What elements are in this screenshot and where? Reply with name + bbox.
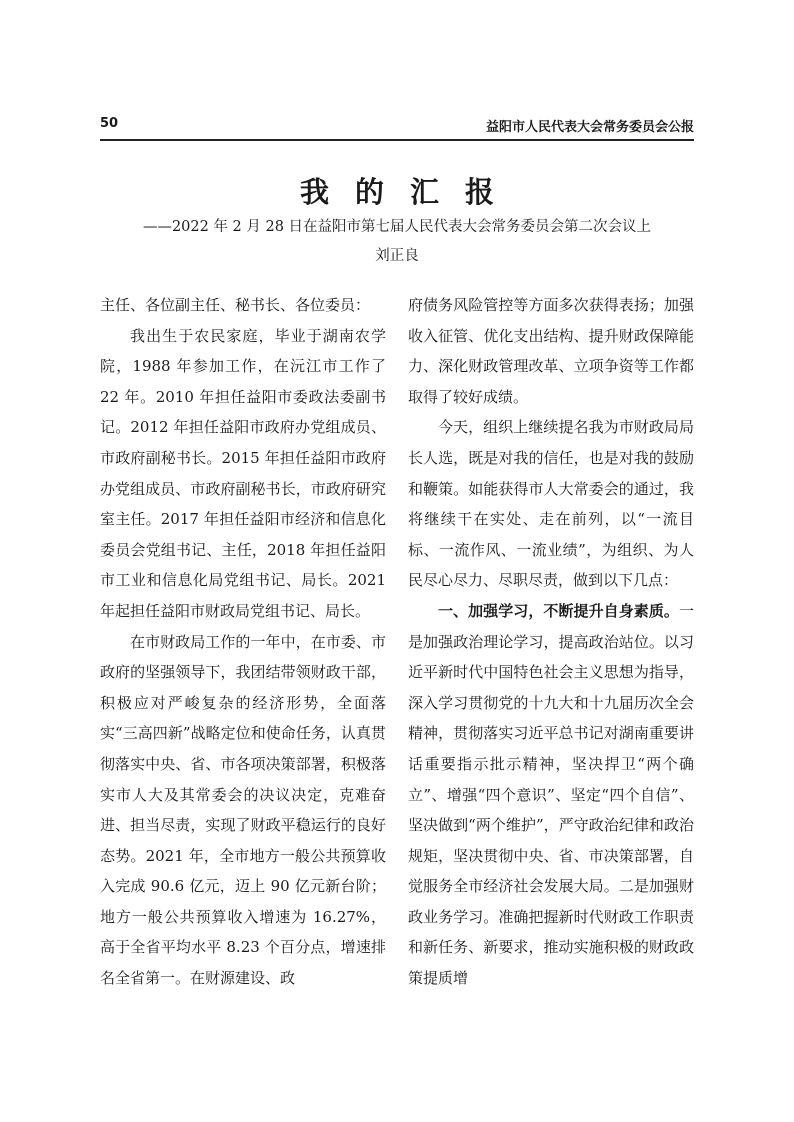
header-rule bbox=[100, 139, 694, 141]
body-paragraph: 府债务风险管控等方面多次获得表扬；加强收入征管、优化支出结构、提升财政保障能力、深化财政管理改革、立项争资等工作都取得了较好成绩。 bbox=[408, 296, 694, 406]
salutation: 主任、各位副主任、秘书长、各位委员： bbox=[100, 296, 371, 314]
body-paragraph: 在市财政局工作的一年中，在市委、市政府的坚强领导下，我团结带领财政干部，积极应对严峻复杂的经济形势，全面落实“三高四新”战略定位和使命任务，认真贯彻落实中央、省、市各项决策部署，积极落实市人大及其常委会的决议决定，克难奋进、担当尽责，实现了财政平稳运行的良好态势。2021 年，全市地方一般公共预算收入完成 90.6 亿元，迈上 90 亿元新台阶；地方一般公共预算收入增速为 16.27%，高于全省平均水平 8.23 个百分点，增速排名全省第一。在财源建设、政 bbox=[100, 632, 386, 988]
left-column bbox=[100, 290, 386, 994]
page-number: 50 bbox=[100, 116, 119, 131]
body-text: 一是加强政治理论学习，提高政治站位。以习近平新时代中国特色社会主义思想为指导，深入学习贯彻党的十九大和十九届历次全会精神，贯彻落实习近平总书记对湖南重要讲话重要指示批示精神，坚决捍卫“两个确立”、增强“四个意识”、坚定“四个自信”、坚决做到“两个维护”，严守政治纪律和政治规矩，坚决贯彻中央、省、市决策部署，自觉服务全市经济社会发展大局。二是加强财政业务学习。准确把握新时代财政工作职责和新任务、新要求，推动实施积极的财政政策提质增 bbox=[408, 601, 694, 988]
article-author: 刘正良 bbox=[375, 248, 419, 264]
body-paragraph: 今天，组织上继续提名我为市财政局局长人选，既是对我的信任，也是对我的鼓励和鞭策。如能获得市人大常委会的通过，我将继续干在实处、走在前列，以“一流目标、一流作风、一流业绩”，为组织、为人民尽心尽力、尽职尽责，做到以下几点： bbox=[408, 418, 694, 590]
right-column bbox=[408, 290, 694, 994]
journal-name: 益阳市人民代表大会常务委员会公报 bbox=[485, 120, 694, 135]
section-heading: 一、加强学习，不断提升自身素质。 bbox=[438, 601, 679, 620]
article-subtitle: ——2022 年 2 月 28 日在益阳市第七届人民代表大会常务委员会第二次会议上 bbox=[142, 219, 652, 235]
section-heading-paragraph bbox=[408, 596, 694, 994]
body-paragraph: 我出生于农民家庭，毕业于湖南农学院，1988 年参加工作，在沅江市工作了 22 年。2010 年担任益阳市委政法委副书记。2012 年担任益阳市政府办党组成员、市政府副秘书长。2015 年担任益阳市政府办党组成员、市政府副秘书长，市政府研究室主任。2017 年担任益阳市经济和信息化委员会党组书记、主任，2018 年担任益阳市工业和信息化局党组书记、局长。2021 年起担任益阳市财政局党组书记、局长。 bbox=[100, 326, 386, 620]
article-title: 我的汇报 bbox=[299, 175, 520, 209]
page-header bbox=[100, 114, 694, 138]
